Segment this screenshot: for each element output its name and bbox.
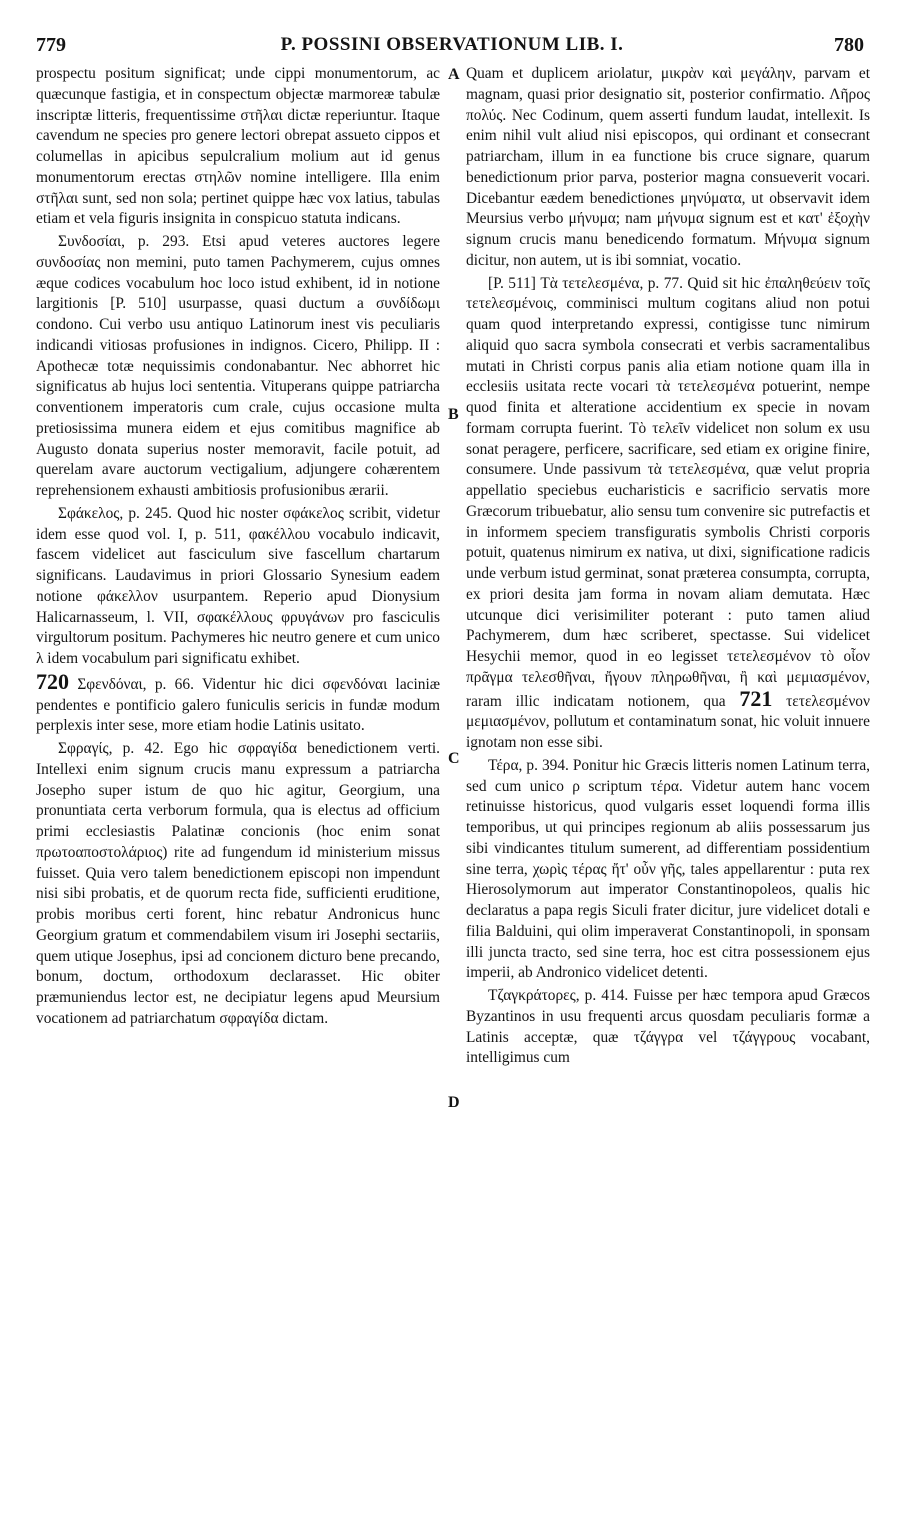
left-paragraph-sphakelos: Σφάκελος, p. 245. Quod hic noster σφάκελος scribit, videtur idem esse quod vol. I, p. 511, φακέλλου vocabulo indicavit, fascem videlicet aut fasciculum sive fascellum chartarum significans. Laudavimus in priori Glossario Synesium eadem notione φάκελλον usurpantem. Reperio apud Dionysium Halicarnasseum, l. VII, σφακέλλους φρυγάνων pro fasciculis virgultorum positum. Pachymeres hic neutro genere et cum unico λ idem vocabulum pari significatu exhibet. bbox=[36, 504, 440, 667]
sphendonai-text: Σφενδόναι, p. 66. Videntur hic dici σφενδόναι laciniæ pendentes e pontificio galero funiculis sericis in fundæ modum perplexis inter sese, more etiam hodie Latinis usitato. bbox=[36, 675, 440, 735]
margin-letter-b: B bbox=[448, 406, 459, 423]
column-number-721: 721 bbox=[739, 685, 773, 711]
margin-letter-c: C bbox=[448, 750, 460, 767]
left-paragraph-stelai: prospectu positum significat; unde cippi monumentorum, ac quæcunque fastigia, et in conspectum objectæ marmoreæ tabulæ inscriptæ litteris, frequentissime στῆλαι dictæ reperiuntur. Itaque cavendum ne species pro genere lectori obrepat assueto cippos et columellas in apicibus sepulcralium molium aut id genus monumentorum erectas στηλῶν nomine intelligere. Illa enim στῆλαι sunt, sed non sola; pertinet quippe hæc vox latius, tabulas etiam et vela figuris insignita in conspicuo statuta indicans. bbox=[36, 65, 440, 228]
running-title: P. POSSINI OBSERVATIONUM LIB. I. bbox=[280, 34, 624, 55]
left-column bbox=[36, 64, 440, 1030]
left-paragraph-sphragis: Σφραγίς, p. 42. Ego hic σφραγίδα benedictionem verti. Intellexi enim signum crucis manu expressum a patriarcha Josepho super istum de quo hic agitur, Georgium, una pronuntiata certa verborum formula, qua is electus ad officium primi ecclesiastis Palatinæ concionis (hoc enim sonat πρωτοαποστολάριος) rite ad fungendum id ministerium missus fuisset. Quia vero talem benedictionem episcopi non impendunt nisi sibi probatis, et de quorum recta fide, sufficienti eruditione, probis moribus certi forent, hinc rebatur Andronicus hunc Georgium gratum et commendabilem visum iri Josephi sectariis, quem utique Josephus, ipsi ad concionem dicturo bene precando, bonum, doctum, orthodoxum declarasset. Hic obiter præmuniendus lector est, ne decipiatur legens apud Meursium vocationem ad patriarchatum σφραγίδα dictam. bbox=[36, 740, 440, 1027]
left-paragraph-syndosiai: Συνδοσίαι, p. 293. Etsi apud veteres auctores legere συνδοσίας non memini, puto tamen Pachymerem, cujus omnes æque codices vocabulum hoc loco istud exhibent, id in notione largitionis [P. 510] usurpasse, quasi ductum a συνδίδωμι condono. Cui verbo usu antiquo Latinorum inest vis peculiaris indicandi vitiosas profusiones in indignos. Cicero, Philipp. II : Apothecæ totæ nequissimis condonabantur. Nec abhorret hic significatus ab hujus loci sententia. Vituperans quippe patriarcha conventionem imperatoris cum crale, cujus occasione multa pretiosissima munera eidem et ejus comitibus magnifice ab Augusto donata superius noster memoravit, facile potuit, ad querelam avare auctorum vectigalium, adjungere cohærentem reprehensionem exhausti ambitiosis profusionibus ærarii. bbox=[36, 233, 440, 499]
margin-letter-d: D bbox=[448, 1094, 460, 1111]
right-column bbox=[466, 64, 870, 1069]
right-page-number: 780 bbox=[834, 34, 864, 56]
column-number-720: 720 bbox=[36, 668, 69, 694]
right-paragraph-tera: Τέρα, p. 394. Ponitur hic Græcis litteris nomen Latinum terra, sed cum unico ρ scriptum τέρα. Videtur autem hanc vocem retinuisse historicus, quod vulgaris esset loquendi forma illis temporibus, ut qui principes regionum ab aliis possessarum jus sibi vindicantes titulum sumerent, ad differentiam possidentium sine terra, χωρὶς τέρας ἤτ' οὖν γῆς, tales appellarentur : puta rex Hierosolymorum aut imperator Constantinopoleos, qualis hic declaratus a papa regis Siculi frater dicitur, jure videlicet dotali e filia Balduini, qui olim imperaverat Constantinopoli, in sponsam illi juncta tracto, sed sine terra, hoc est citra possessionem ejus imperii, ab Andronico videlicet detenti. bbox=[466, 756, 870, 982]
left-paragraph-sphendonai bbox=[36, 668, 440, 737]
tetelesmena-text: [P. 511] Τὰ τετελεσμένα, p. 77. Quid sit hic ἐπαληθεύειν τοῖς τετελεσμένοις, comminisci multum cogitans aliud non potui quam quod interpretando expressi, contigisse tunc nimirum aliquid quo sacra symbola consecrati et verbis sacramentalibus mutati in Christi corpus panis alia etiam notione quam illa in ecclesiis usitata recte vocari τὰ τετελεσμένα potuerint, nempe quod finita et alteratione accidentium ex specie in novam formam corrupta fuerint. Τὸ τελεῖν videlicet non solum ex usu sonat peragere, perficere, sacrificare, sed etiam ex origine finire, consumere. Unde passivum τὰ τετελεσμένα, quæ velut propria appellatio speciebus eucharisticis e sacrificio servatis more Græcorum tribuebatur, alio sensu tum convenire sic putrefactis et in informem speciem transfiguratis symbolis Christi corporis potuit, quatenus nimirum ex nativa, ut dixi, significatione radicis unde verbum istud germinat, sonat præterea consumpta, corrupta, ex priori desita jam forma in novam aliam demutata. Hæc utcunque dici verisimiliter poterant : puto tamen aliud Pachymerem, dum hæc scriberet, spectasse. Sui videlicet Hesychii memor, quod in eo legisset τετελεσμένον τὸ οἷον πρᾶγμα τελεσθῆναι, ἤγουν πληρωθῆναι, ἢ καὶ μεμιασμένον, raram illic indicatam notionem, qua bbox=[466, 274, 870, 710]
right-paragraph-tetelesmena bbox=[466, 274, 870, 754]
margin-letter-a: A bbox=[448, 66, 460, 83]
right-paragraph-designatio: Quam et duplicem ariolatur, μικρὰν καὶ μεγάλην, parvam et magnam, quasi prior designatio sit, posterior confirmatio. Λῆρος πολύς. Nec Codinum, quem asserti fundum laudat, intellexit. Is enim nihil vult aliud nisi episcopos, qui ordinant et consecrant patriarcham, illum in ea functione bis cruce signare, quarum benedictionum prior parva, posterior magna consueverit vocari. Dicebantur eædem benedictiones μηνύματα, ut observavit idem Meursius verbo μήνυμα; nam μήνυμα signum est et κατ' ἐξοχὴν signum crucis manu benedicendo formatum. Μήνυμα signum dicitur, non autem, ut is ibi somniat, vocatio. bbox=[466, 65, 870, 269]
tetelesmena-tail: τετελεσμένον μεμιασμένον, pollutum et contaminatum sonat, hic voluit innuere ignotam non esse sibi. bbox=[466, 692, 870, 751]
left-page-number: 779 bbox=[36, 34, 66, 56]
right-paragraph-tzankratores: Τζαγκράτορες, p. 414. Fuisse per hæc tempora apud Græcos Byzantinos in usu frequenti arcus quosdam peculiaris formæ a Latinis acceptæ, quæ τζάγγρα vel τζάγγρους vocabant, intelligimus cum bbox=[466, 987, 870, 1067]
